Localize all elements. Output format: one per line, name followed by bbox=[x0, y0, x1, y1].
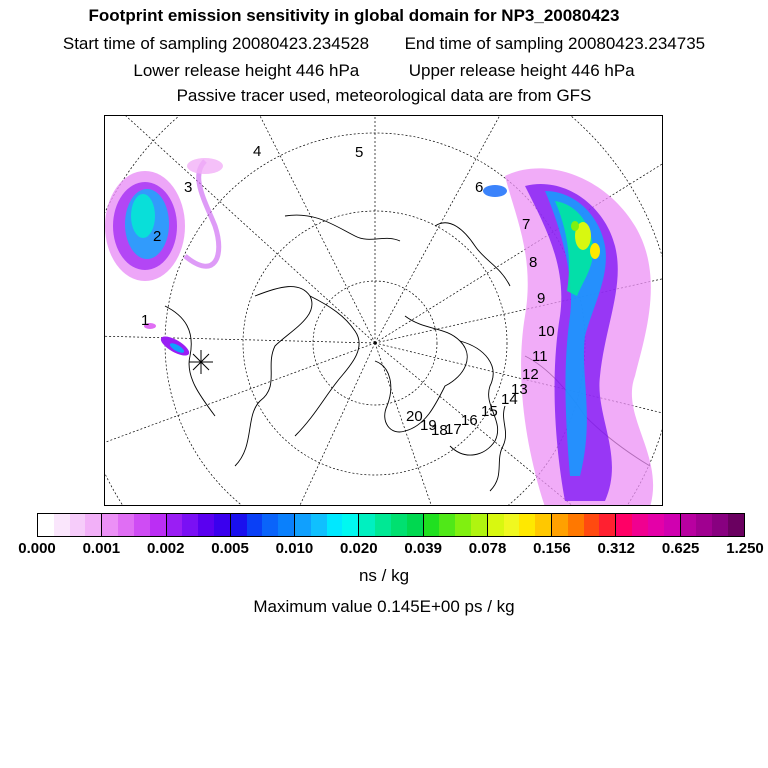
colorbar-segment bbox=[375, 514, 391, 536]
colorbar-tick-label: 0.002 bbox=[146, 540, 185, 557]
colorbar-segment bbox=[552, 514, 568, 536]
colorbar-tick-label: 0.156 bbox=[533, 540, 571, 557]
colorbar-segment bbox=[407, 514, 424, 536]
colorbar-segment bbox=[519, 514, 535, 536]
colorbar-segment bbox=[182, 514, 198, 536]
trajectory-label-11: 11 bbox=[532, 348, 548, 365]
colorbar-segment bbox=[712, 514, 728, 536]
lower-height-label: Lower release height 446 hPa bbox=[133, 61, 360, 80]
trajectory-label-3: 3 bbox=[184, 179, 193, 196]
trajectory-label-1: 1 bbox=[141, 312, 150, 329]
colorbar-tick-label: 0.039 bbox=[404, 540, 442, 557]
colorbar-segment bbox=[568, 514, 584, 536]
colorbar-segment bbox=[85, 514, 102, 536]
colorbar-segment bbox=[167, 514, 183, 536]
colorbar-tick-label: 0.000 bbox=[18, 540, 56, 557]
trajectory-label-18: 18 bbox=[431, 422, 448, 439]
map-title: Footprint emission sensitivity in global domain for NP3_20080423 bbox=[88, 6, 620, 25]
colorbar-segment bbox=[295, 514, 311, 536]
trajectory-label-9: 9 bbox=[537, 290, 546, 307]
footprint-plume-right bbox=[483, 168, 653, 506]
colorbar-segment bbox=[424, 514, 440, 536]
colorbar-segment bbox=[616, 514, 632, 536]
colorbar-segment bbox=[198, 514, 214, 536]
trajectory-label-6: 6 bbox=[475, 179, 484, 196]
maximum-value: Maximum value 0.145E+00 ps / kg bbox=[253, 597, 515, 616]
end-time-label: End time of sampling 20080423.234735 bbox=[404, 34, 706, 53]
colorbar-segment bbox=[54, 514, 70, 536]
trajectory-label-5: 5 bbox=[355, 144, 364, 161]
colorbar-segment bbox=[134, 514, 150, 536]
map-canvas bbox=[105, 116, 663, 506]
colorbar-segment bbox=[247, 514, 263, 536]
colorbar-segment bbox=[70, 514, 86, 536]
colorbar-segment bbox=[278, 514, 295, 536]
colorbar-segment bbox=[311, 514, 327, 536]
colorbar-tick-label: 0.078 bbox=[468, 540, 507, 557]
trajectory-label-12: 12 bbox=[522, 366, 539, 383]
footprint-patch-release bbox=[144, 323, 192, 359]
colorbar-segment bbox=[342, 514, 359, 536]
trajectory-label-20: 20 bbox=[406, 408, 423, 425]
colorbar-segment bbox=[471, 514, 488, 536]
trajectory-label-4: 4 bbox=[253, 143, 262, 160]
trajectory-label-8: 8 bbox=[529, 254, 538, 271]
polar-map bbox=[104, 115, 663, 506]
colorbar-segment bbox=[262, 514, 278, 536]
colorbar-segment bbox=[359, 514, 375, 536]
trajectory-label-14: 14 bbox=[501, 391, 518, 408]
colorbar-segment bbox=[439, 514, 455, 536]
colorbar-tick-label: 0.001 bbox=[82, 540, 121, 557]
tracer-note: Passive tracer used, meteorological data are from GFS bbox=[176, 86, 592, 105]
colorbar-segment bbox=[327, 514, 343, 536]
release-point-asterisk bbox=[189, 350, 213, 374]
colorbar-segment bbox=[214, 514, 231, 536]
colorbar-segment bbox=[38, 514, 54, 536]
colorbar-tick-label: 0.010 bbox=[275, 540, 314, 557]
colorbar-segment bbox=[102, 514, 118, 536]
colorbar-unit: ns / kg bbox=[358, 566, 410, 585]
colorbar-segment bbox=[681, 514, 697, 536]
colorbar-tick-label: 0.005 bbox=[211, 540, 249, 557]
release-heights bbox=[0, 61, 768, 81]
colorbar-segment bbox=[584, 514, 600, 536]
colorbar-segment bbox=[599, 514, 616, 536]
colorbar-segment bbox=[455, 514, 471, 536]
upper-height-label: Upper release height 446 hPa bbox=[408, 61, 635, 80]
colorbar-segment bbox=[648, 514, 664, 536]
colorbar-segment bbox=[728, 514, 744, 536]
colorbar-segment bbox=[696, 514, 712, 536]
trajectory-label-16: 16 bbox=[461, 412, 478, 429]
colorbar-segment bbox=[231, 514, 247, 536]
footprint-plume-upper-left bbox=[105, 158, 223, 281]
colorbar-segment bbox=[150, 514, 167, 536]
sampling-times bbox=[0, 34, 768, 54]
colorbar-segment bbox=[664, 514, 681, 536]
colorbar-tick-label: 1.250 bbox=[726, 540, 764, 557]
start-time-label: Start time of sampling 20080423.234528 bbox=[62, 34, 370, 53]
colorbar-segment bbox=[118, 514, 134, 536]
colorbar-tick-label: 0.312 bbox=[597, 540, 636, 557]
colorbar-segment bbox=[488, 514, 504, 536]
colorbar-segment bbox=[535, 514, 552, 536]
colorbar-segment bbox=[391, 514, 407, 536]
trajectory-label-7: 7 bbox=[522, 216, 531, 233]
colorbar-tick-label: 0.625 bbox=[661, 540, 700, 557]
trajectory-label-13: 13 bbox=[511, 381, 528, 398]
trajectory-label-15: 15 bbox=[481, 403, 498, 420]
colorbar bbox=[37, 513, 745, 537]
colorbar-segment bbox=[504, 514, 520, 536]
trajectory-label-2: 2 bbox=[153, 228, 162, 245]
colorbar-segment bbox=[632, 514, 648, 536]
colorbar-tick-label: 0.020 bbox=[340, 540, 378, 557]
trajectory-label-17: 17 bbox=[445, 421, 462, 438]
trajectory-label-10: 10 bbox=[538, 323, 555, 340]
trajectory-label-19: 19 bbox=[420, 417, 437, 434]
